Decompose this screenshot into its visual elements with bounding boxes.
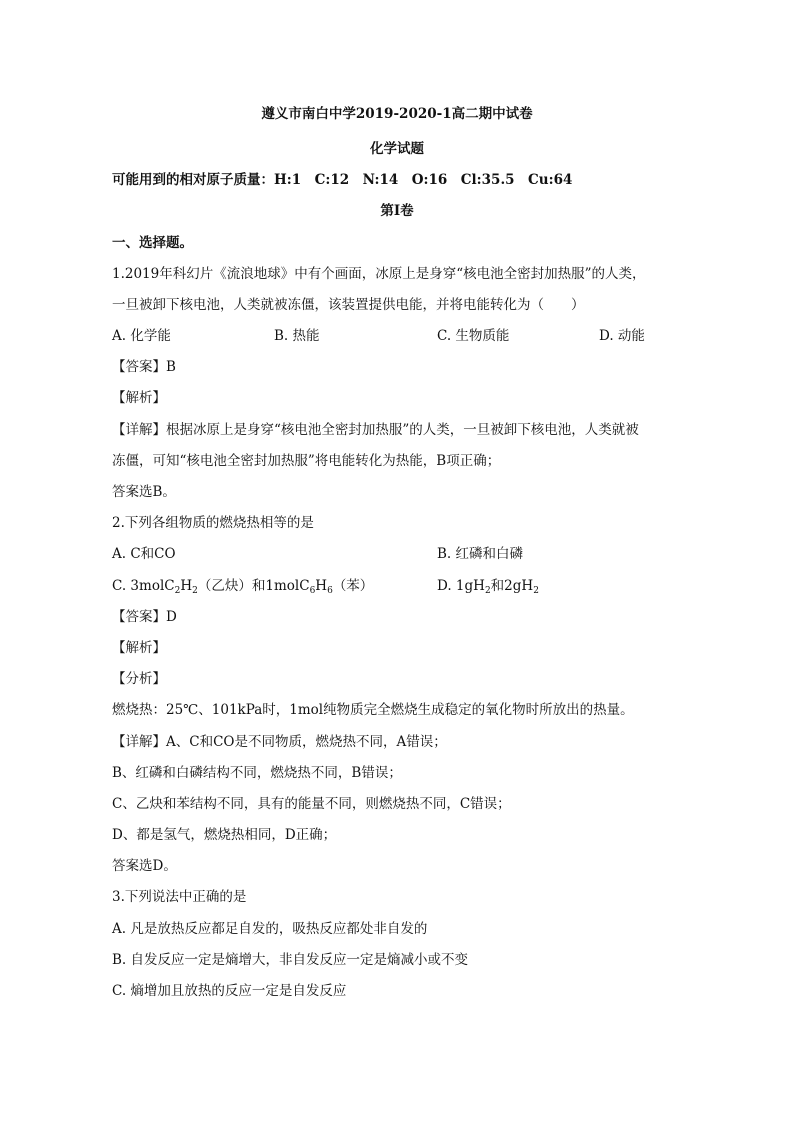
exam-title: 遵义市南白中学2019-2020-1高二期中试卷 xyxy=(261,106,533,122)
q2-option-b: B. 红磷和白磷 xyxy=(437,546,524,562)
subject-title: 化学试题 xyxy=(370,141,424,157)
q1-conclusion: 答案选B。 xyxy=(112,484,176,500)
q2-option-c: C. $3molC_2H_2$（乙炔）和$1molC_6H_6$（苯） xyxy=(112,578,374,596)
q1-option-d: D. 动能 xyxy=(599,328,645,344)
q2-stem: 2.下列各组物质的燃烧热相等的是 xyxy=(112,515,314,531)
atomic-masses-line: 可能用到的相对原子质量：H:1 C:12 N:14 O:16 Cl:35.5 Cu:64 xyxy=(112,172,573,188)
q1-stem-line2: 一旦被卸下核电池，人类就被冻僵，该装置提供电能，并将电能转化为（ ） xyxy=(112,297,585,313)
q3-option-b: B. 自发反应一定是熵增大，非自发反应一定是熵减小或不变 xyxy=(112,952,469,968)
part-heading: 第Ⅰ卷 xyxy=(380,203,414,219)
q2-detail-d: D、都是氢气，燃烧热相同，D正确； xyxy=(112,827,337,843)
q3-stem: 3.下列说法中正确的是 xyxy=(112,889,247,905)
q2-conclusion: 答案选D。 xyxy=(112,858,177,874)
q2-analysis-label: 【解析】 xyxy=(112,640,166,656)
q1-answer: 【答案】B xyxy=(112,359,176,375)
q1-option-a: A. 化学能 xyxy=(112,328,171,344)
q2-detail-b: B、红磷和白磷结构不同，燃烧热不同，B错误； xyxy=(112,765,402,781)
section-heading: 一、选择题。 xyxy=(112,235,193,251)
q1-stem-line1: 1.2019年科幻片《流浪地球》中有个画面，冰原上是身穿“核电池全密封加热服”的人类， xyxy=(112,266,646,282)
q2-option-a: A. C和CO xyxy=(112,546,176,562)
q2-detail-c: C、乙炔和苯结构不同，具有的能量不同，则燃烧热不同，C错误； xyxy=(112,796,511,812)
q1-option-b: B. 热能 xyxy=(274,328,320,344)
q2-analysis-head: 【分析】 xyxy=(112,671,166,687)
q1-detail-line2: 冻僵，可知“核电池全密封加热服”将电能转化为热能，B项正确； xyxy=(112,453,501,469)
q1-detail-line1: 【详解】根据冰原上是身穿“核电池全密封加热服”的人类，一旦被卸下核电池，人类就被 xyxy=(112,422,639,438)
q2-answer: 【答案】D xyxy=(112,609,177,625)
q1-analysis-label: 【解析】 xyxy=(112,390,166,406)
q3-option-a: A. 凡是放热反应都足自发的，吸热反应都处非自发的 xyxy=(112,921,428,937)
q2-detail-a: 【详解】A、C和CO是不同物质，燃烧热不同，A错误； xyxy=(112,734,447,750)
q2-definition: 燃烧热：25℃、101kPa时，1mol纯物质完全燃烧生成稳定的氧化物时所放出的热量。 xyxy=(112,702,634,718)
q2-option-d: D. $1gH_2$和$2gH_2$ xyxy=(437,578,539,596)
q3-option-c: C. 熵增加且放热的反应一定是自发反应 xyxy=(112,983,347,999)
q1-option-c: C. 生物质能 xyxy=(437,328,510,344)
